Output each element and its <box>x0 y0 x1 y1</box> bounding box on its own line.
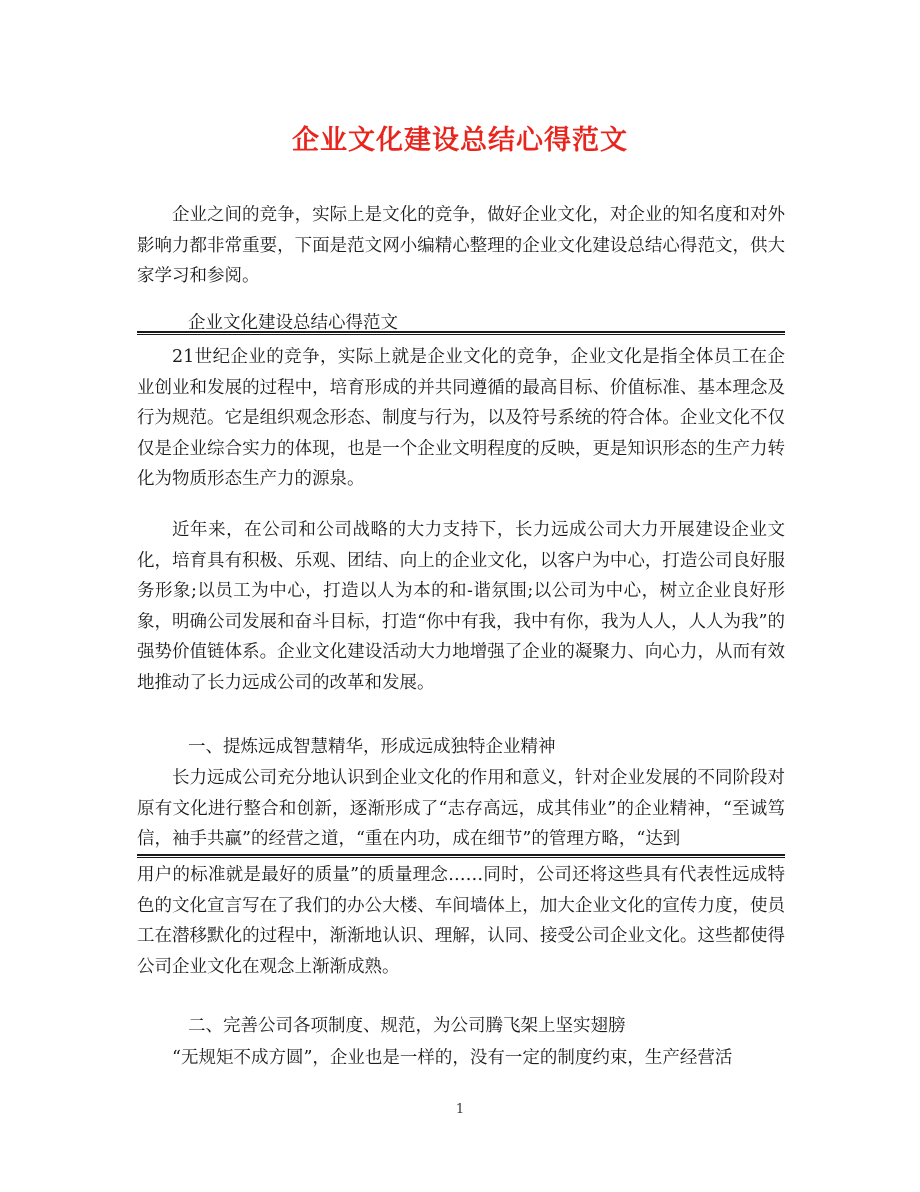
section-heading-2: 二、完善公司各项制度、规范，为公司腾飞架上坚实翅膀 <box>188 1016 626 1036</box>
page-number: 1 <box>455 1102 465 1117</box>
divider-line <box>137 854 785 858</box>
section-heading-1: 一、提炼远成智慧精华，形成远成独特企业精神 <box>188 737 556 757</box>
section-subtitle: 企业文化建设总结心得范文 <box>188 313 398 333</box>
body-paragraph-4: “无规矩不成方圆”，企业也是一样的，没有一定的制度约束，生产经营活 <box>172 1048 733 1068</box>
divider-line <box>137 331 785 335</box>
body-paragraph-1: 21世纪企业的竞争，实际上就是企业文化的竞争，企业文化是指全体员工在企业创业和发展的过程中，培育形成的并共同遵循的最高目标、价值标准、基本理念及行为规范。它是组织观念形态、制度与行为，以及符号系统的符合体。企业文化不仅仅是企业综合实力的体现，也是一个企业文明程度的反映，更是知识形态的生产力转化为物质形态生产力的源泉。 <box>137 347 785 489</box>
body-paragraph-2: 近年来，在公司和公司战略的大力支持下，长力远成公司大力开展建设企业文化，培育具有积极、乐观、团结、向上的企业文化，以客户为中心，打造公司良好服务形象;以员工为中心，打造以人为本的和-谐氛围;以公司为中心，树立企业良好形象，明确公司发展和奋斗目标，打造“你中有我，我中有你，我为人人，人人为我”的强势价值链体系。企业文化建设活动大力地增强了企业的凝聚力、向心力，从而有效地推动了长力远成公司的改革和发展。 <box>137 520 785 693</box>
body-paragraph-3a: 长力远成公司充分地认识到企业文化的作用和意义，针对企业发展的不同阶段对原有文化进行整合和创新，逐渐形成了“志存高远，成其伟业”的企业精神，“至诚笃信，袖手共赢”的经营之道，“重在内功，成在细节”的管理方略，“达到 <box>137 768 785 849</box>
intro-paragraph: 企业之间的竞争，实际上是文化的竞争，做好企业文化，对企业的知名度和对外影响力都非常重要，下面是范文网小编精心整理的企业文化建设总结心得范文，供大家学习和参阅。 <box>137 205 785 286</box>
body-paragraph-3b: 用户的标准就是最好的质量”的质量理念……同时，公司还将这些具有代表性远成特色的文化宣言写在了我们的办公大楼、车间墙体上，加大企业文化的宣传力度，使员工在潜移默化的过程中，渐渐地认识、理解，认同、接受公司企业文化。这些都使得公司企业文化在观念上渐渐成熟。 <box>137 865 785 977</box>
document-title: 企业文化建设总结心得范文 <box>292 125 628 156</box>
